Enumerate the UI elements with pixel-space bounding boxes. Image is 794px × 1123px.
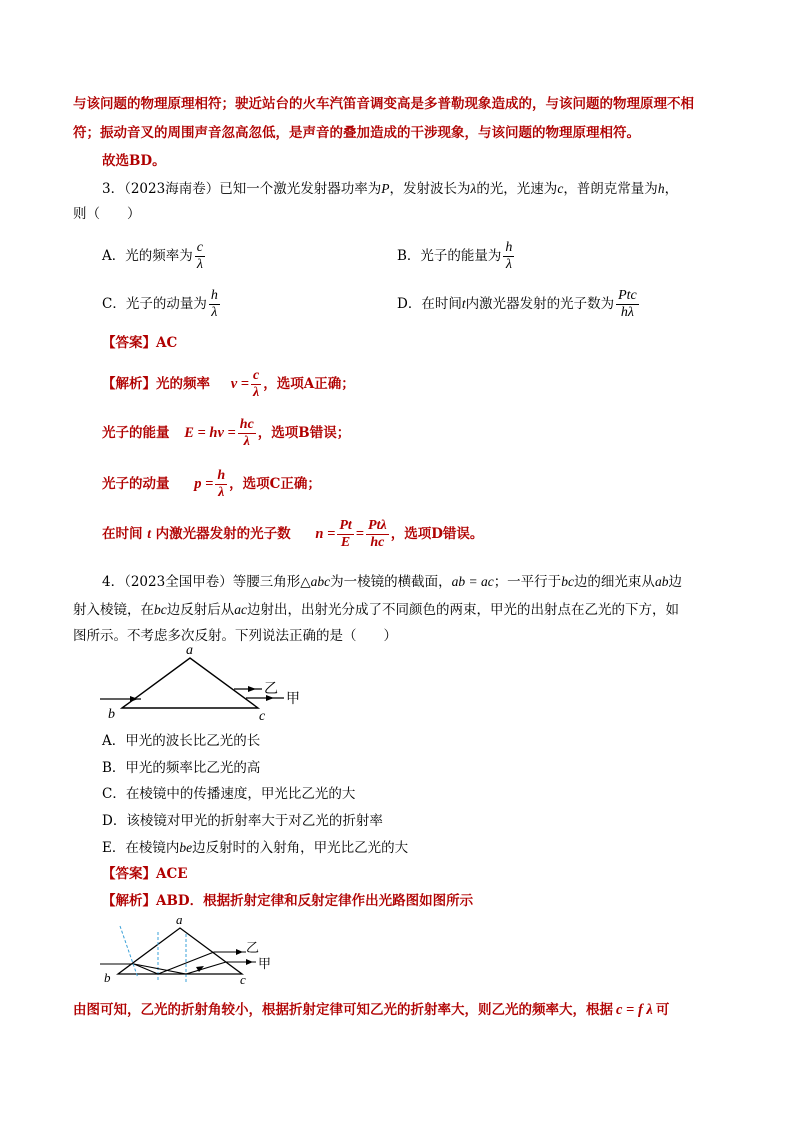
analysis-text: ，选项B错误；: [257, 425, 351, 441]
denominator: λ: [196, 257, 203, 272]
q4-var: abc: [310, 574, 331, 589]
q3-var-t: t: [461, 296, 466, 311]
yi-path: [134, 952, 214, 974]
q4-var: be: [179, 840, 193, 855]
q4-option-e: [102, 838, 408, 858]
q4-option-d: D．该棱镜对甲光的折射率大于对乙光的折射率: [102, 813, 383, 829]
q4-stem-text: 射入棱镜，在: [73, 602, 154, 618]
q3-analysis-2: [102, 413, 350, 453]
q3-var-P: P: [381, 181, 390, 196]
label-jia: 甲: [286, 692, 300, 707]
q4-stem-text: 边反射后从: [166, 602, 235, 618]
q4-stem-text: ；一平行于: [493, 574, 562, 590]
q4-analysis-1: 【解析】ABD．根据折射定律和反射定律作出光路图如图所示: [102, 893, 474, 909]
denominator: λ: [243, 434, 250, 449]
numerator: h: [217, 468, 226, 483]
q4-stem-text: 边: [668, 574, 682, 590]
denominator: λ: [218, 485, 225, 500]
vertex-b: b: [104, 970, 111, 985]
numerator: Ptc: [618, 288, 637, 303]
q3-option-d-label: D．在时间: [397, 296, 462, 312]
q4-stem-text: 边射出，出射光分成了不同颜色的两束，甲光的出射点在乙光的下方，如: [247, 602, 679, 618]
q4-var: ab = ac: [451, 574, 494, 589]
q3-stem-text: ，普朗克常量为: [563, 181, 658, 197]
q4-option-b: B．甲光的频率比乙光的高: [102, 760, 261, 776]
q3-option-a-label: A．光的频率为: [102, 248, 193, 264]
label-jia: 甲: [258, 956, 272, 971]
q3-option-c: [102, 286, 222, 322]
q3-analysis-3: [102, 464, 321, 504]
q3-stem: [102, 179, 678, 199]
q4-option-a: A．甲光的波长比乙光的长: [102, 733, 261, 749]
analysis-text: ，选项D错误。: [390, 526, 484, 542]
q3-option-d: [397, 286, 641, 322]
denominator: E: [340, 535, 351, 550]
option-text: 边反射时的入射角，甲光比乙光的大: [192, 840, 409, 856]
q3-stem-2: 则（ ）: [73, 206, 141, 222]
fraction: [238, 417, 256, 450]
label-yi: 乙: [246, 940, 260, 955]
option-text: E．在棱镜内: [102, 840, 180, 856]
q3-var-c: c: [557, 181, 564, 196]
q3-option-c-label: C．光子的动量为: [102, 296, 207, 312]
q3-var-h: h: [657, 181, 665, 196]
numerator: h: [505, 240, 513, 255]
jia-path: [134, 962, 226, 974]
q3-analysis-1: [102, 364, 355, 404]
numerator: hc: [239, 417, 254, 432]
equation: c = f λ: [616, 1002, 653, 1018]
q4-stem-1: [102, 572, 682, 592]
q4-answer: 【答案】ACE: [102, 866, 188, 882]
analysis-text: 【解析】光的频率: [102, 376, 210, 392]
fraction: [503, 240, 514, 273]
analysis-text: 光子的动量: [102, 476, 170, 492]
q4-var: ab: [654, 574, 669, 589]
analysis-text: 在时间: [102, 526, 143, 542]
q3-answer: 【答案】AC: [102, 335, 178, 351]
equation-lhs: n =: [315, 526, 336, 542]
analysis-text: 光子的能量: [102, 425, 170, 441]
fraction: [195, 240, 205, 273]
vertex-b: b: [108, 707, 115, 722]
numerator: c: [196, 240, 203, 255]
q3-var-lambda: λ: [470, 181, 477, 196]
intro-line-2: 符；振动音叉的周围声音忽高忽低，是声音的叠加造成的干涉现象，与该问题的物理原理相符。: [73, 125, 640, 141]
fraction: [337, 518, 353, 551]
q4-stem-text: 边的细光束从: [573, 574, 655, 590]
denominator: λ: [253, 385, 260, 400]
vertex-a: a: [176, 912, 183, 927]
label-yi: 乙: [264, 682, 278, 697]
q4-option-c: C．在棱镜中的传播速度，甲光比乙光的大: [102, 786, 356, 802]
q4-stem-2: [73, 600, 679, 620]
numerator: Ptλ: [368, 518, 387, 533]
arrow-head: [236, 949, 243, 955]
q3-stem-text: ，: [664, 181, 679, 197]
light-path-figure: [96, 912, 286, 990]
q3-option-b-label: B．光子的能量为: [397, 248, 502, 264]
equals-sign: =: [355, 526, 365, 542]
analysis-text: 可: [655, 1002, 670, 1018]
intro-line-3: 故选BD。: [102, 153, 166, 169]
fraction: [251, 368, 261, 401]
q4-analysis-2: [73, 1000, 669, 1020]
equation-lhs: p =: [194, 476, 214, 492]
fraction: [215, 468, 227, 501]
denominator: hλ: [620, 305, 634, 320]
fraction: [366, 518, 389, 551]
q3-stem-text: ，发射波长为: [389, 181, 471, 197]
numerator: Pt: [339, 518, 352, 533]
q3-stem-text: 的光，光速为: [476, 181, 558, 197]
vertex-a: a: [186, 643, 193, 658]
analysis-text: 由图可知，乙光的折射角较小，根据折射定律可知乙光的折射率大，则乙光的频率大，根据: [73, 1002, 613, 1018]
q4-stem-text: 为一棱镜的横截面，: [330, 574, 452, 590]
analysis-text: ，选项C正确；: [229, 476, 321, 492]
numerator: c: [253, 368, 260, 383]
vertex-c: c: [240, 972, 246, 987]
intro-line-1: 与该问题的物理原理相符；驶近站台的火车汽笛音调变高是多普勒现象造成的，与该问题的物理原理不相: [73, 96, 694, 112]
q3-option-b: [397, 238, 516, 274]
q3-var-t: t: [147, 526, 151, 541]
q3-option-d-label: 内激光器发射的光子数为: [465, 296, 615, 312]
q4-stem-3: 图所示。不考虑多次反射。下列说法正确的是（ ）: [73, 628, 397, 644]
analysis-text: 内激光器发射的光子数: [155, 526, 291, 542]
q4-var: ac: [234, 602, 247, 617]
q4-stem-text: 4．（2023全国甲卷）等腰三角形△: [102, 574, 311, 590]
vertex-c: c: [259, 709, 266, 722]
numerator: h: [210, 288, 218, 303]
analysis-text: ，选项A正确；: [263, 376, 355, 392]
arrow-head: [248, 686, 256, 692]
denominator: λ: [211, 305, 218, 320]
fraction: [209, 288, 220, 321]
q4-var: bc: [154, 602, 167, 617]
equation-lhs: E = hν =: [184, 425, 236, 441]
q3-option-a: [102, 238, 207, 274]
equation-lhs: ν =: [230, 376, 250, 392]
denominator: λ: [505, 257, 512, 272]
q3-stem-text: 3．（2023海南卷）已知一个激光发射器功率为: [102, 181, 382, 197]
arrow-head: [246, 959, 253, 965]
prism-triangle: [122, 658, 258, 708]
prism-figure: [96, 640, 316, 722]
q4-var: bc: [561, 574, 574, 589]
denominator: hc: [370, 535, 385, 550]
fraction: [616, 288, 639, 321]
prism-triangle: [118, 928, 242, 974]
q3-analysis-4: [102, 514, 483, 554]
